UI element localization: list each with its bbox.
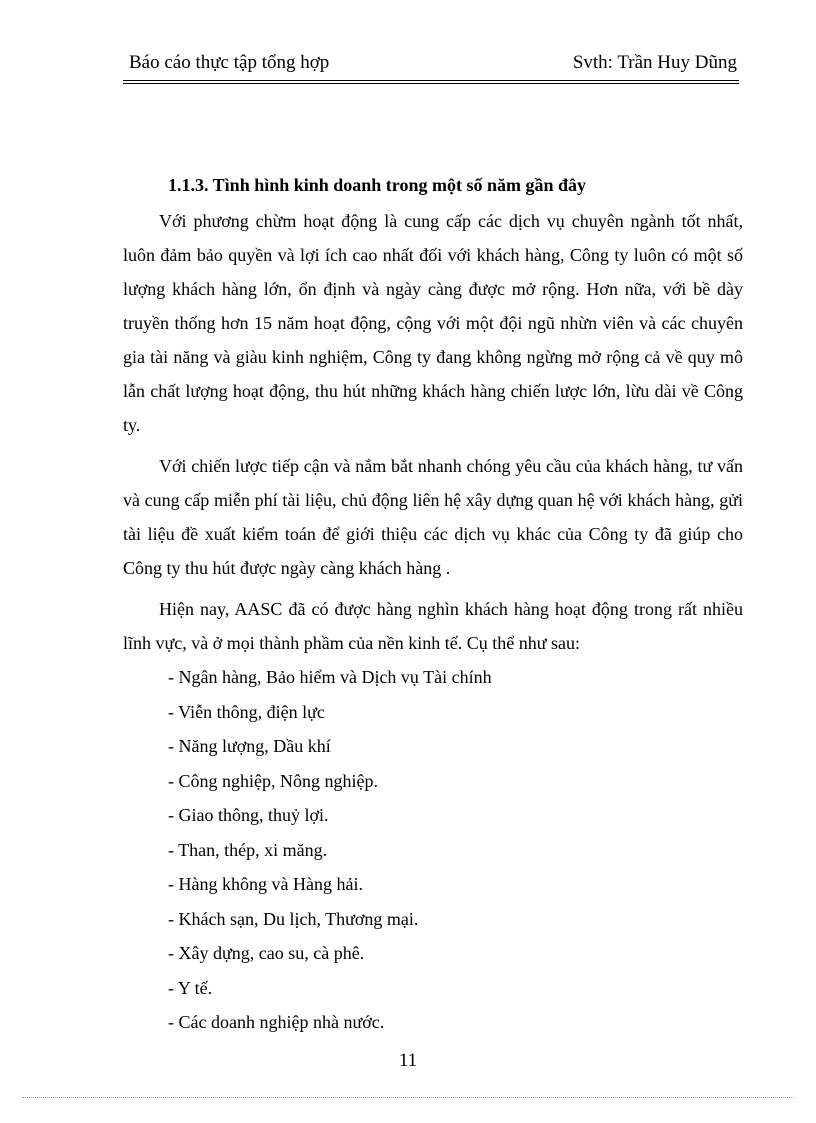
list-item: - Ngân hàng, Bảo hiểm và Dịch vụ Tài chính: [168, 667, 492, 687]
list-item: - Xây dựng, cao su, cà phê.: [168, 943, 365, 963]
list-item: - Năng lượng, Dầu khí: [168, 736, 331, 756]
list-item: - Hàng không và Hàng hải.: [168, 874, 363, 894]
list-item: - Khách sạn, Du lịch, Thương mại.: [168, 908, 419, 929]
report-title: Báo cáo thực tập tổng hợp: [129, 52, 330, 73]
page-content: [123, 172, 743, 1040]
paragraph: Với phương chừm hoạt động là cung cấp các dịch vụ chuyên ngành tốt nhất, luôn đảm bảo quyền và lợi ích cao nhất đối với khách hàng, Công ty luôn có một số lượng khách hàng lớn, ổn định và ngày càng được mở rộng. Hơn nữa, với bề dày truyền thống hơn 15 năm hoạt động, cộng với một đội ngũ nhừn viên và các chuyên gia tài năng và giàu kinh nghiệm, Công ty đang không ngừng mở rộng cả về quy mô lẫn chất lượng hoạt động, thu hút những khách hàng chiến lược lớn, lừu dài về Công ty.: [123, 211, 743, 435]
list-item: - Công nghiệp, Nông nghiệp.: [168, 770, 378, 791]
section-heading: 1.1.3. Tình hình kinh doanh trong một số năm gần đây: [168, 175, 586, 195]
list-item: - Y tế.: [168, 977, 213, 998]
page-bottom-divider: [22, 1097, 794, 1098]
paragraph: Hiện nay, AASC đã có được hàng nghìn khách hàng hoạt động trong rất nhiều lĩnh vực, và ở mọi thành phầm của nền kinh tế. Cụ thể như sau:: [123, 599, 743, 653]
page-header: [123, 50, 739, 84]
page-number: 11: [398, 1050, 418, 1071]
student-name: Svth: Trần Huy Dũng: [572, 52, 737, 73]
list-item: - Giao thông, thuỷ lợi.: [168, 805, 329, 825]
paragraph: Với chiến lược tiếp cận và nắm bắt nhanh chóng yêu cầu của khách hàng, tư vấn và cung cấp miễn phí tài liệu, chủ động liên hệ xây dựng quan hệ với khách hàng, gửi tài liệu đề xuất kiểm toán để giới thiệu các dịch vụ khác của Công ty đã giúp cho Công ty thu hút được ngày càng khách hàng .: [123, 456, 743, 578]
list-item: - Viễn thông, điện lực: [168, 701, 325, 722]
list-item: - Các doanh nghiệp nhà nước.: [168, 1012, 385, 1032]
client-sector-list: [123, 660, 743, 1040]
list-item: - Than, thép, xi măng.: [168, 839, 328, 860]
